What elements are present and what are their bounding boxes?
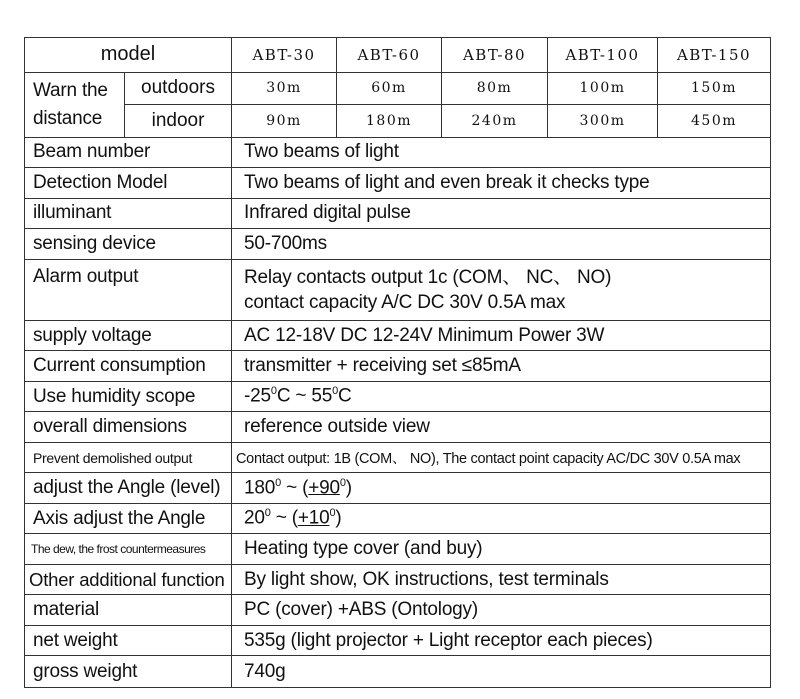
- spec-value: By light show, OK instructions, test terminals: [232, 564, 771, 595]
- spec-value: [232, 503, 771, 534]
- indoor-value: 180m: [337, 105, 442, 138]
- warn-distance-label: [25, 72, 125, 137]
- spec-value: 535g (light projector + Light receptor each pieces): [232, 625, 771, 656]
- spec-label: gross weight: [25, 656, 232, 688]
- header-row: [25, 38, 771, 73]
- spec-label: sensing device: [25, 229, 232, 260]
- indoor-value: 240m: [442, 105, 548, 138]
- spec-value: Heating type cover (and buy): [232, 534, 771, 565]
- indoor-value: 450m: [658, 105, 771, 138]
- spec-label: The dew, the frost countermeasures: [25, 534, 232, 565]
- spec-value: Two beams of light: [232, 137, 771, 168]
- alarm-output-line1: Relay contacts output 1c (COM、 NC、 NO): [244, 266, 612, 288]
- spec-value: 740g: [232, 656, 771, 688]
- spec-label: Use humidity scope: [25, 381, 232, 412]
- humidity-max: C ~ 55: [276, 385, 333, 407]
- spec-row: [25, 503, 771, 534]
- spec-label: Other additional function: [25, 564, 232, 595]
- spec-row: [25, 351, 771, 382]
- spec-label: supply voltage: [25, 320, 232, 351]
- humidity-min: -25: [244, 385, 271, 407]
- spec-row: [25, 320, 771, 351]
- model-abt-100: ABT-100: [548, 38, 658, 73]
- spec-label: Axis adjust the Angle: [25, 503, 232, 534]
- angle-close: ): [345, 477, 352, 499]
- spec-value: PC (cover) +ABS (Ontology): [232, 595, 771, 626]
- spec-row: [25, 595, 771, 626]
- spec-row: [25, 229, 771, 260]
- model-label: model: [25, 38, 232, 73]
- outdoors-value: 60m: [337, 72, 442, 105]
- angle-value: 180: [244, 477, 276, 499]
- spec-label: material: [25, 595, 232, 626]
- spec-label: Detection Model: [25, 168, 232, 199]
- spec-row: [25, 381, 771, 412]
- spec-label: net weight: [25, 625, 232, 656]
- warn-label-line2: distance: [33, 107, 103, 129]
- spec-label: Alarm output: [25, 259, 232, 320]
- spec-row: [25, 137, 771, 168]
- outdoors-value: 100m: [548, 72, 658, 105]
- spec-row-alarm: [25, 259, 771, 320]
- spec-row: [25, 564, 771, 595]
- degree-sup: 0: [339, 476, 346, 489]
- outdoors-label: outdoors: [125, 72, 232, 105]
- spec-value: AC 12-18V DC 12-24V Minimum Power 3W: [232, 320, 771, 351]
- angle-value: 20: [244, 507, 265, 529]
- spec-table: [24, 37, 771, 688]
- spec-label: Prevent demolished output: [25, 442, 232, 473]
- indoor-value: 90m: [232, 105, 337, 138]
- spec-value: transmitter + receiving set ≤85mA: [232, 351, 771, 382]
- angle-sep: ~ (: [281, 477, 309, 499]
- spec-row: [25, 198, 771, 229]
- model-abt-60: ABT-60: [337, 38, 442, 73]
- spec-row: [25, 473, 771, 504]
- model-abt-80: ABT-80: [442, 38, 548, 73]
- spec-label: Beam number: [25, 137, 232, 168]
- indoor-value: 300m: [548, 105, 658, 138]
- spec-value: reference outside view: [232, 412, 771, 443]
- spec-value: Infrared digital pulse: [232, 198, 771, 229]
- alarm-output-line2: contact capacity A/C DC 30V 0.5A max: [244, 291, 566, 313]
- outdoors-value: 80m: [442, 72, 548, 105]
- humidity-unit: C: [338, 385, 352, 407]
- spec-value: Two beams of light and even break it checks type: [232, 168, 771, 199]
- spec-row: [25, 656, 771, 688]
- spec-row: [25, 168, 771, 199]
- spec-row: [25, 625, 771, 656]
- model-abt-150: ABT-150: [658, 38, 771, 73]
- spec-label: adjust the Angle (level): [25, 473, 232, 504]
- angle-sep: ~ (: [270, 507, 298, 529]
- spec-label: overall dimensions: [25, 412, 232, 443]
- angle-range: +90: [308, 477, 340, 499]
- spec-label: Current consumption: [25, 351, 232, 382]
- warn-label-line1: Warn the: [33, 79, 108, 101]
- model-abt-30: ABT-30: [232, 38, 337, 73]
- angle-close: ): [335, 507, 342, 529]
- degree-sup: 0: [264, 507, 271, 520]
- spec-row: [25, 412, 771, 443]
- outdoors-value: 30m: [232, 72, 337, 105]
- indoor-label: indoor: [125, 105, 232, 138]
- warn-outdoors-row: [25, 72, 771, 105]
- spec-value: [232, 473, 771, 504]
- spec-value: Contact output: 1B (COM、 NO), The contact point capacity AC/DC 30V 0.5A max: [232, 442, 771, 473]
- angle-range: +10: [297, 507, 330, 529]
- degree-sup: 0: [332, 385, 339, 398]
- spec-row: [25, 442, 771, 473]
- outdoors-value: 150m: [658, 72, 771, 105]
- spec-value: [232, 381, 771, 412]
- spec-value: 50-700ms: [232, 229, 771, 260]
- degree-sup: 0: [329, 507, 336, 520]
- spec-label: illuminant: [25, 198, 232, 229]
- degree-sup: 0: [270, 385, 277, 398]
- warn-indoor-row: [25, 105, 771, 138]
- spec-row: [25, 534, 771, 565]
- spec-value: [232, 259, 771, 320]
- degree-sup: 0: [275, 476, 282, 489]
